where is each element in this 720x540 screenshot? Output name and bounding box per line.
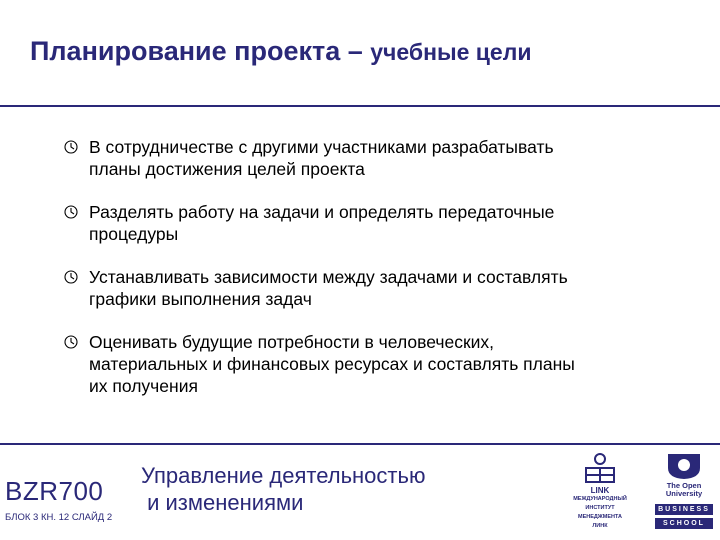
link-logo-line: ИНСТИТУТ xyxy=(585,505,615,511)
link-logo-line: МЕНЕДЖМЕНТА xyxy=(578,514,622,520)
link-logo-line: МЕЖДУНАРОДНЫЙ xyxy=(573,496,627,502)
open-university-logo xyxy=(655,452,713,532)
objectives-list xyxy=(64,136,664,418)
top-divider xyxy=(0,105,720,107)
objective-line: материальных и финансовых ресурсах и составлять планы xyxy=(89,354,575,374)
objective-line: Разделять работу на задачи и определять передаточные xyxy=(89,202,555,222)
slide-title-main: Планирование проекта – xyxy=(30,36,371,66)
course-code: BZR700 xyxy=(5,476,104,506)
slide-title-sub: учебные цели xyxy=(370,39,532,65)
objective-line: В сотрудничестве с другими участниками разрабатывать xyxy=(89,137,554,157)
course-title xyxy=(141,462,425,516)
clock-bullet-icon xyxy=(64,335,78,349)
objective-line: Устанавливать зависимости между задачами и составлять xyxy=(89,267,568,287)
objective-item xyxy=(64,266,664,310)
objective-line: процедуры xyxy=(89,224,179,244)
ou-name-line: The Open xyxy=(666,481,702,490)
course-title-line: Управление деятельностью xyxy=(141,463,426,488)
course-title-line: и изменениями xyxy=(141,490,304,515)
link-emblem-icon xyxy=(584,452,616,486)
objective-item xyxy=(64,201,664,245)
slide-reference: БЛОК 3 КН. 12 СЛАЙД 2 xyxy=(5,512,113,523)
link-logo-name: LINK xyxy=(590,486,610,495)
objective-line: их получения xyxy=(89,376,198,396)
link-institute-logo xyxy=(566,452,634,532)
clock-bullet-icon xyxy=(64,270,78,284)
objective-line: Оценивать будущие потребности в человеческих, xyxy=(89,332,494,352)
link-logo-line: ЛИНК xyxy=(592,523,608,529)
school-bar: SCHOOL xyxy=(655,518,713,529)
link-logo-text xyxy=(566,486,634,531)
objective-item xyxy=(64,136,664,180)
objective-line: планы достижения целей проекта xyxy=(89,159,365,179)
slide-title xyxy=(30,36,531,67)
business-bar: BUSINESS xyxy=(655,504,713,515)
bottom-divider xyxy=(0,443,720,445)
ou-name-line: University xyxy=(665,489,703,498)
open-university-name xyxy=(655,482,713,498)
clock-bullet-icon xyxy=(64,140,78,154)
clock-bullet-icon xyxy=(64,205,78,219)
open-university-shield-icon xyxy=(666,452,702,480)
objective-line: графики выполнения задач xyxy=(89,289,312,309)
objective-item xyxy=(64,331,664,397)
